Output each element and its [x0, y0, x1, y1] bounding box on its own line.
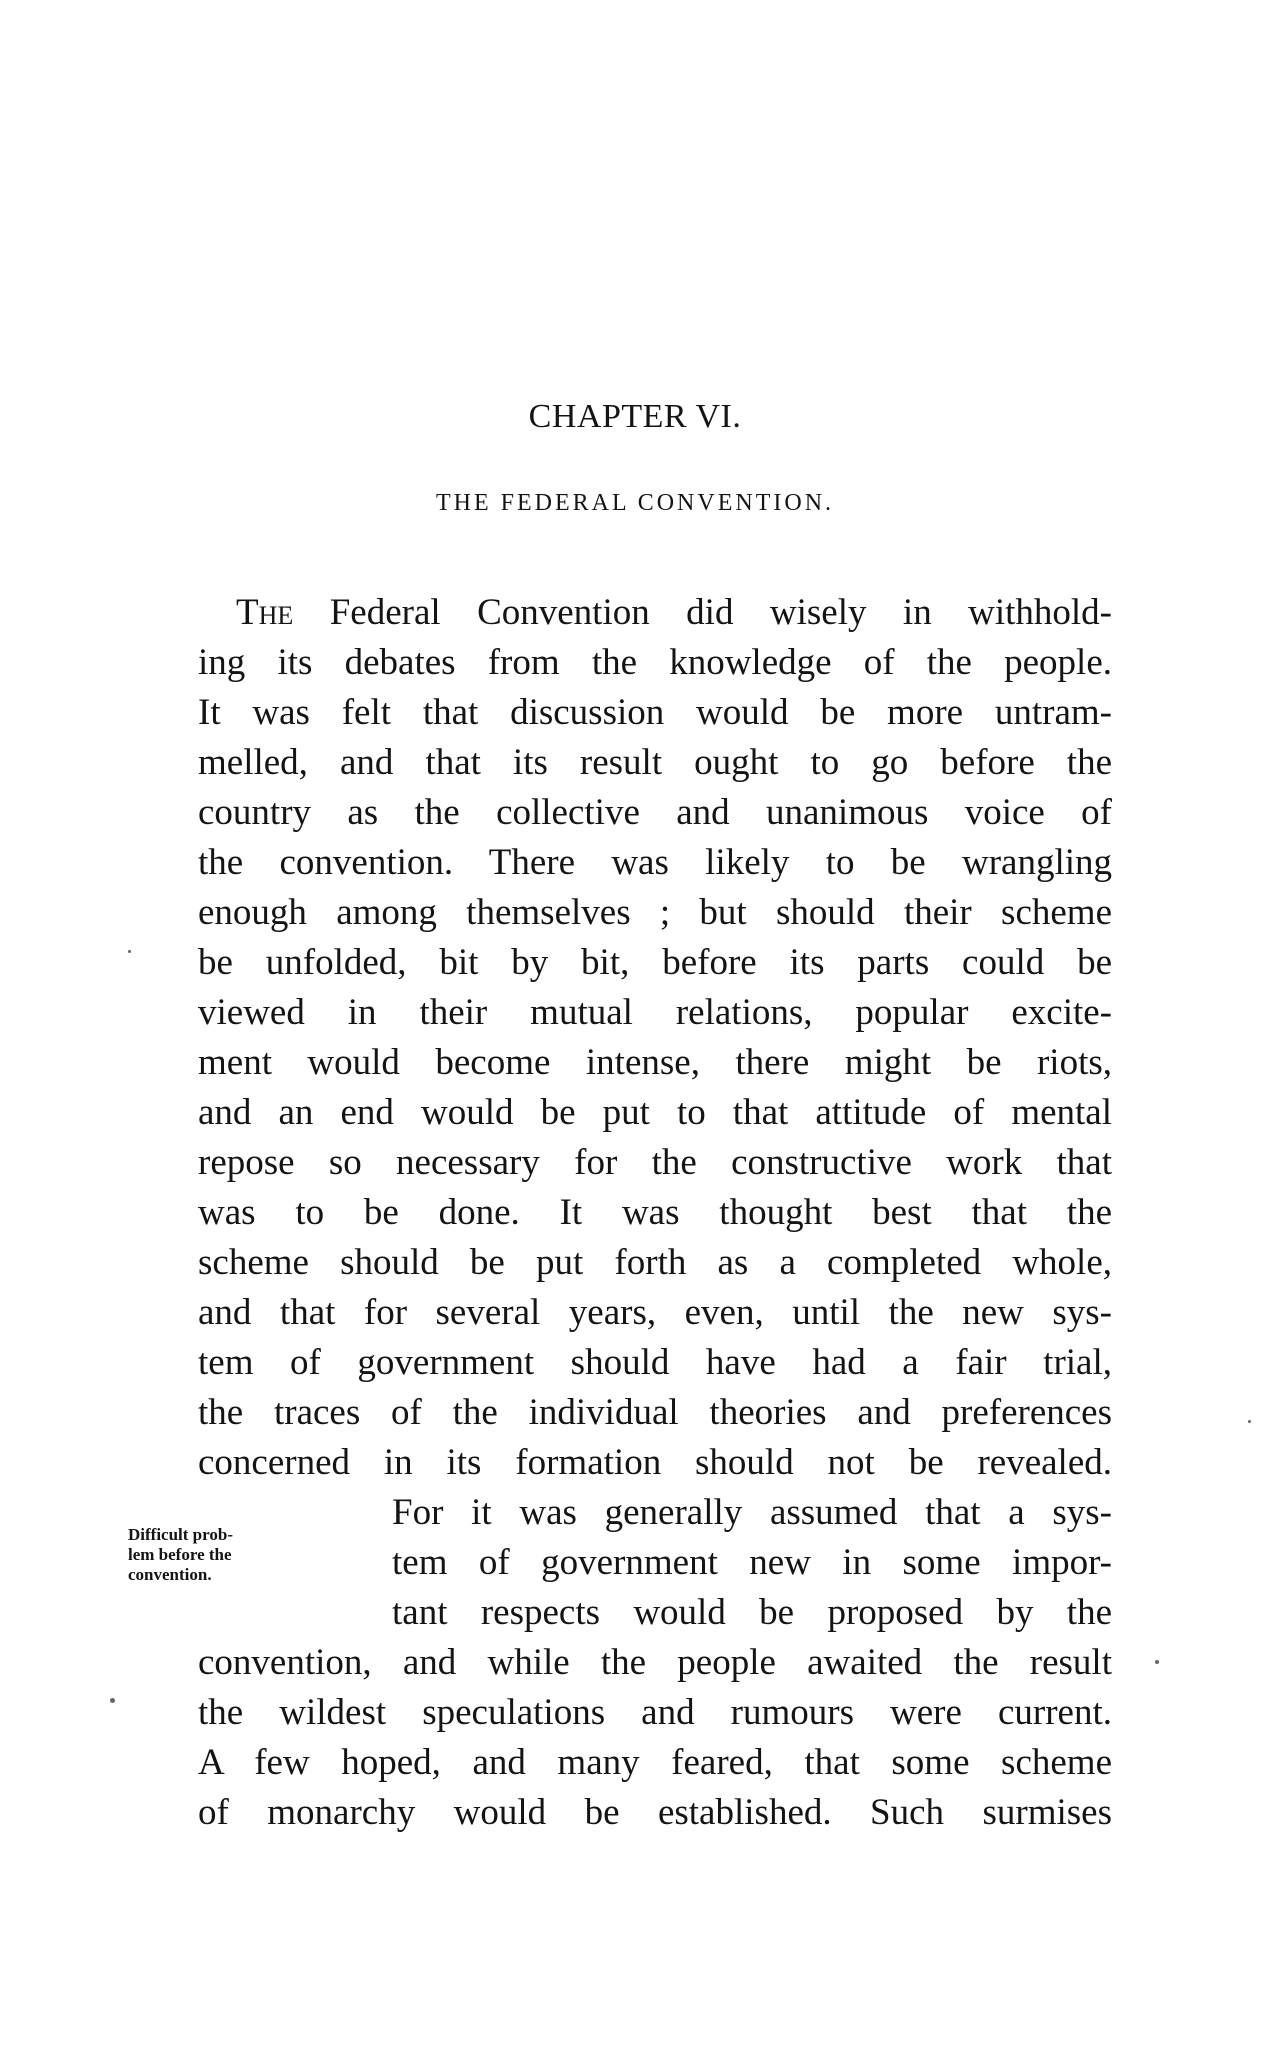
paragraph-line: the wildest speculations and rumours were current.: [198, 1692, 1112, 1733]
paragraph-line: the traces of the individual theories and preferences: [198, 1392, 1112, 1433]
paper-speck: [1155, 1660, 1159, 1664]
chapter-title: THE FEDERAL CONVENTION.: [435, 490, 835, 516]
paragraph-line: ing its debates from the knowledge of the people.: [198, 642, 1112, 683]
paragraph-line: ment would become intense, there might be riots,: [198, 1042, 1112, 1083]
paragraph-line: melled, and that its result ought to go before the: [198, 742, 1112, 783]
paragraph-line: tem of government new in some impor-: [392, 1542, 1112, 1583]
paragraph-line: and an end would be put to that attitude of mental: [198, 1092, 1112, 1133]
paragraph-line: scheme should be put forth as a completed whole,: [198, 1242, 1112, 1283]
paper-speck: [1248, 1420, 1251, 1423]
paragraph-line: It was felt that discussion would be more untram-: [198, 692, 1112, 733]
paragraph-line: The Federal Convention did wisely in withhold-: [236, 592, 1112, 633]
margin-note: [128, 1525, 378, 1585]
paragraph-line: was to be done. It was thought best that the: [198, 1192, 1112, 1233]
chapter-number: CHAPTER VI.: [528, 398, 742, 435]
paragraph-line: be unfolded, bit by bit, before its parts could be: [198, 942, 1112, 983]
paragraph-line: the convention. There was likely to be wrangling: [198, 842, 1112, 883]
paper-speck: [110, 1698, 115, 1703]
paragraph-line: of monarchy would be established. Such surmises: [198, 1792, 1112, 1833]
paragraph-line: For it was generally assumed that a sys-: [392, 1492, 1112, 1533]
paragraph-line: concerned in its formation should not be revealed.: [198, 1442, 1112, 1483]
paragraph-line: and that for several years, even, until the new sys-: [198, 1292, 1112, 1333]
paragraph-line: viewed in their mutual relations, popular excite-: [198, 992, 1112, 1033]
opening-word: The: [236, 592, 294, 633]
paper-speck: [128, 950, 131, 953]
paragraph-line: A few hoped, and many feared, that some scheme: [198, 1742, 1112, 1783]
paragraph-line: tant respects would be proposed by the: [392, 1592, 1112, 1633]
margin-note-line: lem before the: [128, 1545, 232, 1564]
margin-note-line: convention.: [128, 1565, 212, 1584]
paragraph-line: repose so necessary for the constructive work that: [198, 1142, 1112, 1183]
paragraph-line: enough among themselves ; but should their scheme: [198, 892, 1112, 933]
paragraph-line: tem of government should have had a fair trial,: [198, 1342, 1112, 1383]
margin-note-line: Difficult prob-: [128, 1525, 233, 1544]
paragraph-line: country as the collective and unanimous voice of: [198, 792, 1112, 833]
paragraph-line: convention, and while the people awaited the result: [198, 1642, 1112, 1683]
